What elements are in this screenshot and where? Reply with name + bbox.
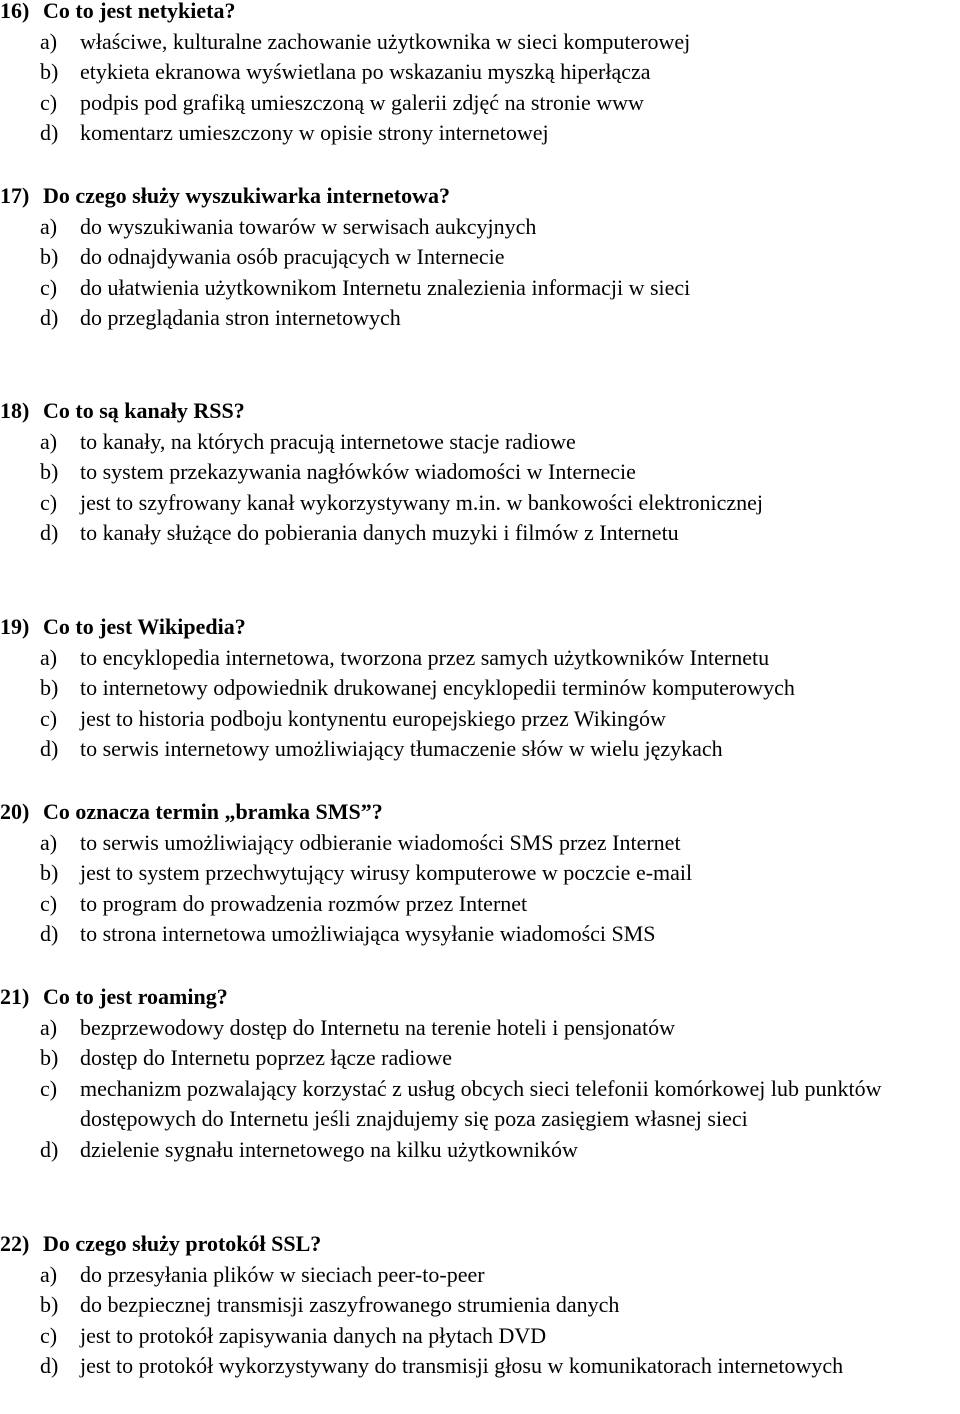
question-text: Do czego służy wyszukiwarka internetowa? — [43, 183, 450, 208]
answer-option — [0, 1043, 960, 1074]
answer-option — [0, 518, 960, 549]
answer-option — [0, 27, 960, 58]
option-text: jest to protokół zapisywania danych na płytach DVD — [80, 1322, 547, 1348]
option-text: bezprzewodowy dostęp do Internetu na terenie hoteli i pensjonatów — [80, 1014, 676, 1040]
answer-option — [0, 828, 960, 859]
option-text: to kanały, na których pracują internetowe stacje radiowe — [80, 428, 576, 454]
answer-option — [0, 1013, 960, 1044]
option-letter: b) — [40, 860, 59, 885]
option-letter: d) — [40, 1136, 59, 1162]
option-letter: a) — [40, 213, 58, 239]
option-letter: b) — [40, 59, 59, 84]
question-number: 20) — [0, 799, 30, 824]
option-letter: b) — [40, 675, 59, 700]
option-letter: b) — [40, 244, 59, 269]
option-text: to program do prowadzenia rozmów przez Internet — [80, 890, 528, 916]
question-17 — [0, 181, 960, 334]
answer-option — [0, 889, 960, 920]
question-number: 21) — [0, 984, 30, 1009]
question-text: Do czego służy protokół SSL? — [43, 1231, 322, 1256]
answer-option — [0, 643, 960, 674]
option-text: komentarz umieszczony w opisie strony internetowej — [80, 120, 549, 145]
answer-option — [0, 303, 960, 334]
answer-option — [0, 1135, 960, 1166]
question-title — [0, 0, 960, 27]
option-letter: a) — [40, 28, 58, 54]
option-letter: c) — [40, 705, 58, 731]
question-number: 17) — [0, 183, 30, 208]
option-letter: d) — [40, 736, 59, 761]
option-text: mechanizm pozwalający korzystać z usług obcych sieci telefonii komórkowej lub punktów dostępowych do Internetu jeśli znajdujemy się poza zasięgiem własnej sieci — [80, 1075, 882, 1131]
question-title — [0, 982, 960, 1013]
question-title — [0, 396, 960, 427]
option-text: etykieta ekranowa wyświetlana po wskazaniu myszką hiperłącza — [80, 59, 651, 84]
question-16 — [0, 0, 960, 149]
option-letter: c) — [40, 489, 58, 515]
option-text: podpis pod grafiką umieszczoną w galerii zdjęć na stronie www — [80, 89, 644, 115]
answer-option — [0, 88, 960, 119]
option-text: dzielenie sygnału internetowego na kilku użytkowników — [80, 1136, 578, 1162]
answer-option — [0, 427, 960, 458]
option-letter: c) — [40, 274, 58, 300]
option-text: to system przekazywania nagłówków wiadomości w Internecie — [80, 459, 636, 484]
option-letter: d) — [40, 1353, 59, 1378]
question-title — [0, 181, 960, 212]
question-text: Co oznacza termin „bramka SMS”? — [43, 799, 383, 824]
answer-option — [0, 734, 960, 765]
answer-option — [0, 673, 960, 704]
option-text: do bezpiecznej transmisji zaszyfrowanego strumienia danych — [80, 1292, 620, 1317]
question-20 — [0, 797, 960, 950]
question-text: Co to są kanały RSS? — [43, 398, 245, 423]
question-text: Co to jest netykieta? — [43, 0, 236, 23]
answer-option — [0, 858, 960, 889]
answer-option — [0, 273, 960, 304]
option-letter: d) — [40, 305, 59, 330]
option-text: jest to historia podboju kontynentu europejskiego przez Wikingów — [80, 705, 666, 731]
option-letter: c) — [40, 89, 58, 115]
option-letter: c) — [40, 1322, 58, 1348]
option-letter: a) — [40, 1014, 58, 1040]
question-text: Co to jest roaming? — [43, 984, 228, 1009]
question-title — [0, 797, 960, 828]
answer-option — [0, 57, 960, 88]
option-letter: a) — [40, 428, 58, 454]
answer-option — [0, 457, 960, 488]
question-title — [0, 612, 960, 643]
answer-option — [0, 1290, 960, 1321]
option-letter: a) — [40, 829, 58, 855]
option-letter: d) — [40, 120, 59, 145]
option-letter: b) — [40, 459, 59, 484]
option-text: jest to protokół wykorzystywany do transmisji głosu w komunikatorach internetowych — [80, 1353, 844, 1378]
question-number: 22) — [0, 1231, 30, 1256]
question-19 — [0, 612, 960, 765]
option-text: to kanały służące do pobierania danych muzyki i filmów z Internetu — [80, 520, 679, 545]
option-text: to strona internetowa umożliwiająca wysyłanie wiadomości SMS — [80, 921, 656, 946]
question-number: 16) — [0, 0, 30, 23]
option-text: jest to system przechwytujący wirusy komputerowe w poczcie e-mail — [80, 860, 693, 885]
question-22 — [0, 1229, 960, 1382]
question-text: Co to jest Wikipedia? — [43, 614, 246, 639]
question-title — [0, 1229, 960, 1260]
answer-option — [0, 919, 960, 950]
option-text: to internetowy odpowiednik drukowanej encyklopedii terminów komputerowych — [80, 675, 795, 700]
question-number: 19) — [0, 614, 30, 639]
option-letter: a) — [40, 644, 58, 670]
option-text: do ułatwienia użytkownikom Internetu znalezienia informacji w sieci — [80, 274, 691, 300]
answer-option — [0, 1351, 960, 1382]
option-text: właściwe, kulturalne zachowanie użytkownika w sieci komputerowej — [80, 28, 691, 54]
option-text: do odnajdywania osób pracujących w Internecie — [80, 244, 505, 269]
answer-option — [0, 1260, 960, 1291]
option-text: to serwis internetowy umożliwiający tłumaczenie słów w wielu językach — [80, 736, 723, 761]
option-text: do przeglądania stron internetowych — [80, 305, 401, 330]
answer-option — [0, 704, 960, 735]
answer-option — [0, 118, 960, 149]
option-letter: b) — [40, 1292, 59, 1317]
answer-option — [0, 242, 960, 273]
option-letter: d) — [40, 921, 59, 946]
option-text: jest to szyfrowany kanał wykorzystywany m.in. w bankowości elektronicznej — [80, 489, 764, 515]
question-18 — [0, 396, 960, 549]
answer-option — [0, 1321, 960, 1352]
option-text: to encyklopedia internetowa, tworzona przez samych użytkowników Internetu — [80, 644, 770, 670]
option-text: do wyszukiwania towarów w serwisach aukcyjnych — [80, 213, 537, 239]
answer-option — [0, 212, 960, 243]
option-letter: c) — [40, 1075, 58, 1101]
option-letter: c) — [40, 890, 58, 916]
answer-option — [0, 488, 960, 519]
question-number: 18) — [0, 398, 30, 423]
option-text: do przesyłania plików w sieciach peer-to-peer — [80, 1261, 485, 1287]
option-letter: a) — [40, 1261, 58, 1287]
option-text: dostęp do Internetu poprzez łącze radiowe — [80, 1045, 452, 1070]
option-letter: b) — [40, 1045, 59, 1070]
answer-option — [0, 1074, 960, 1135]
option-text: to serwis umożliwiający odbieranie wiadomości SMS przez Internet — [80, 829, 681, 855]
question-21 — [0, 982, 960, 1165]
option-letter: d) — [40, 520, 59, 545]
